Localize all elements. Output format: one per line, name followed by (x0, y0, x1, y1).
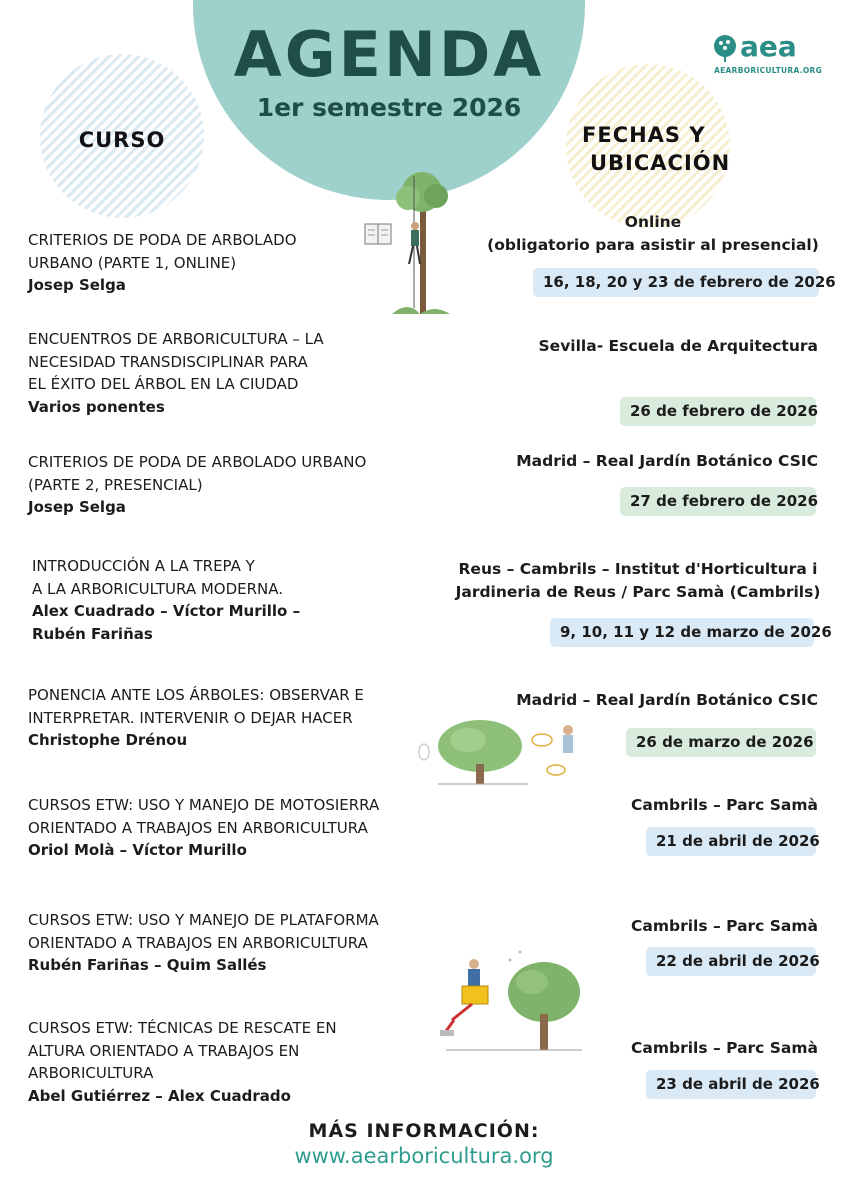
event-8-course (28, 1017, 438, 1107)
event-7-title-line1: CURSOS ETW: USO Y MANEJO DE PLATAFORMA (28, 911, 379, 929)
event-1-course (28, 229, 438, 297)
event-6-date: 21 de abril de 2026 (646, 827, 816, 856)
event-6-course (28, 794, 438, 862)
event-1-location (478, 211, 828, 257)
event-4-speakers-line1: Alex Cuadrado – Víctor Murillo – (32, 602, 301, 620)
tree-observation-illustration (418, 712, 588, 788)
event-2-title-line2: NECESIDAD TRANSDISCIPLINAR PARA (28, 352, 308, 371)
dates-column-header (580, 121, 780, 177)
event-4-date: 9, 10, 11 y 12 de marzo de 2026 (550, 618, 814, 647)
event-1-location-line2: (obligatorio para asistir al presencial) (487, 236, 819, 254)
event-1-location-line1: Online (624, 213, 682, 231)
event-4-location-line1: Reus – Cambrils – Institut d'Horticultura i (458, 560, 818, 578)
event-7-speakers: Rubén Fariñas – Quim Sallés (28, 956, 267, 974)
event-5-speakers: Christophe Drénou (28, 731, 188, 749)
event-5-course (28, 684, 438, 752)
event-4-course (32, 555, 442, 645)
event-3-speakers: Josep Selga (28, 498, 126, 516)
tree-logo-icon (712, 34, 738, 62)
logo-domain: AEARBORICULTURA.ORG (714, 66, 823, 75)
event-7-location: Cambrils – Parc Samà (631, 917, 818, 935)
event-3-title-line2: (PARTE 2, PRESENCIAL) (28, 475, 203, 494)
event-1-date: 16, 18, 20 y 23 de febrero de 2026 (533, 268, 819, 297)
event-6-title-line1: CURSOS ETW: USO Y MANEJO DE MOTOSIERRA (28, 796, 380, 814)
event-3-title-line1: CRITERIOS DE PODA DE ARBOLADO URBANO (28, 453, 367, 471)
event-5-title-line1: PONENCIA ANTE LOS ÁRBOLES: OBSERVAR E (28, 686, 364, 704)
event-7-date: 22 de abril de 2026 (646, 947, 816, 976)
event-2-location: Sevilla- Escuela de Arquitectura (538, 337, 818, 355)
event-4-location (448, 558, 828, 604)
dates-header-line1: FECHAS Y (582, 123, 706, 147)
event-8-title-line1: CURSOS ETW: TÉCNICAS DE RESCATE EN (28, 1019, 337, 1037)
event-8-speakers: Abel Gutiérrez – Alex Cuadrado (28, 1086, 291, 1105)
website-link[interactable]: www.aearboricultura.org (294, 1144, 554, 1168)
event-4-title-line2: A LA ARBORICULTURA MODERNA. (32, 579, 284, 598)
more-info-heading: MÁS INFORMACIÓN: (308, 1120, 540, 1142)
event-5-title-line2: INTERPRETAR. INTERVENIR O DEJAR HACER (28, 708, 353, 727)
logo-mark: aea (740, 30, 797, 63)
event-5-date: 26 de marzo de 2026 (626, 728, 816, 757)
course-column-header: CURSO (78, 128, 166, 152)
event-6-speakers: Oriol Molà – Víctor Murillo (28, 841, 247, 859)
event-6-location: Cambrils – Parc Samà (631, 796, 818, 814)
event-7-course (28, 909, 438, 977)
event-1-title-line2: URBANO (PARTE 1, ONLINE) (28, 253, 237, 272)
event-2-title-line3: EL ÉXITO DEL ÁRBOL EN LA CIUDAD (28, 375, 299, 393)
event-3-course (28, 451, 438, 519)
event-7-title-line2: ORIENTADO A TRABAJOS EN ARBORICULTURA (28, 933, 368, 952)
event-3-date: 27 de febrero de 2026 (620, 487, 816, 516)
event-2-title-line1: ENCUENTROS DE ARBORICULTURA – LA (28, 330, 324, 348)
event-4-title-line1: INTRODUCCIÓN A LA TREPA Y (32, 557, 255, 575)
event-5-location: Madrid – Real Jardín Botánico CSIC (516, 691, 818, 709)
event-4-location-line2: Jardineria de Reus / Parc Samà (Cambrils) (455, 583, 821, 601)
event-8-date: 23 de abril de 2026 (646, 1070, 816, 1099)
event-1-title-line1: CRITERIOS DE PODA DE ARBOLADO (28, 231, 297, 249)
event-4-speakers-line2: Rubén Fariñas (32, 624, 153, 643)
page-subtitle: 1er semestre 2026 (256, 93, 522, 122)
event-8-title-line3: ARBORICULTURA (28, 1064, 154, 1082)
event-1-speakers: Josep Selga (28, 276, 126, 294)
event-2-speakers: Varios ponentes (28, 397, 165, 416)
page-title: AGENDA (233, 18, 545, 91)
event-6-title-line2: ORIENTADO A TRABAJOS EN ARBORICULTURA (28, 818, 368, 837)
dates-header-line2: UBICACIÓN (590, 151, 731, 175)
event-8-location: Cambrils – Parc Samà (631, 1039, 818, 1057)
event-8-title-line2: ALTURA ORIENTADO A TRABAJOS EN (28, 1041, 300, 1060)
event-3-location: Madrid – Real Jardín Botánico CSIC (516, 452, 818, 470)
event-2-course (28, 328, 438, 418)
event-2-date: 26 de febrero de 2026 (620, 397, 816, 426)
